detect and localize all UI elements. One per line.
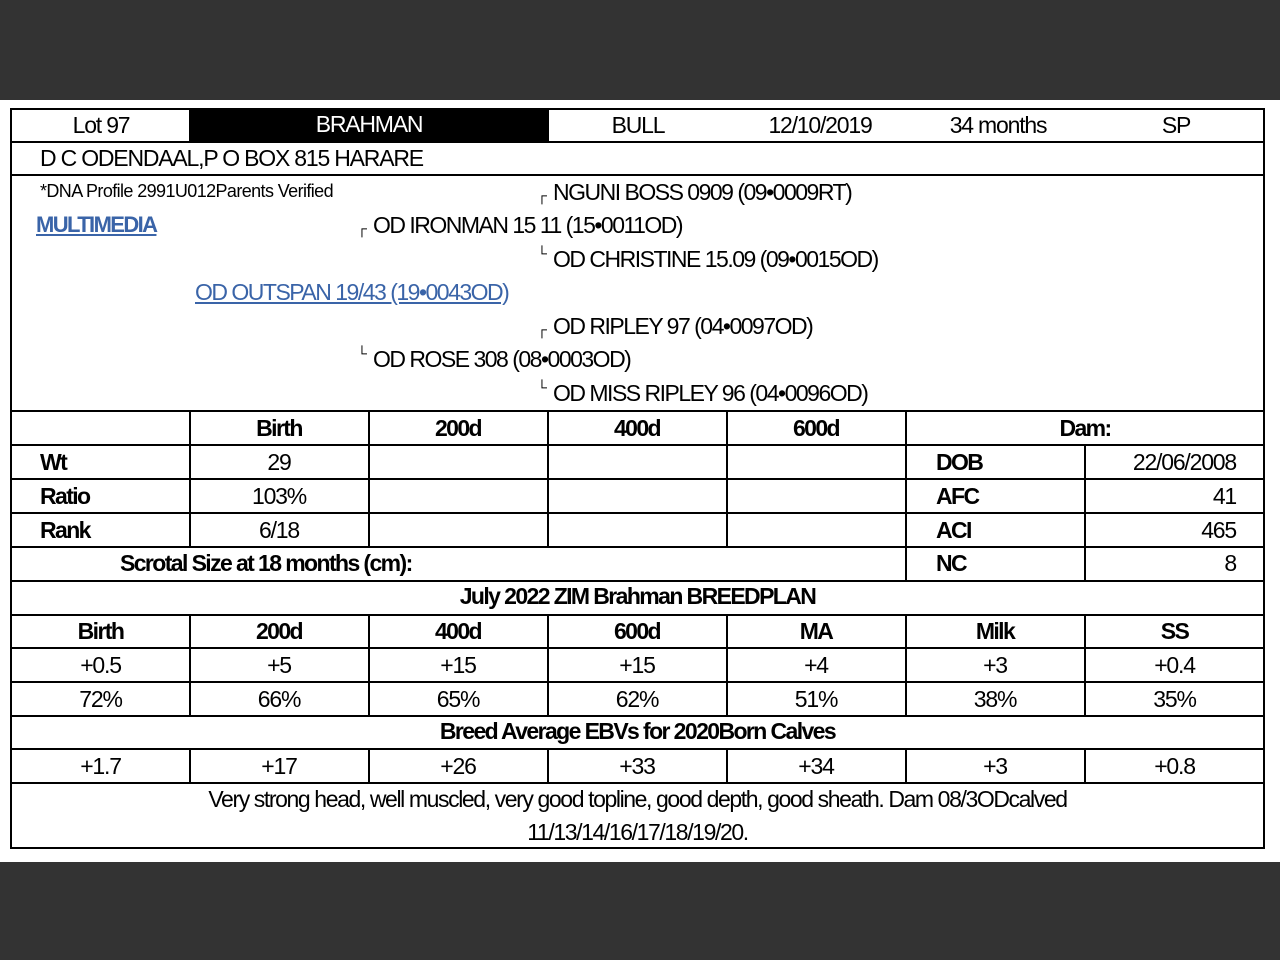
divider (10, 580, 1265, 582)
multimedia-link[interactable]: MULTIMEDIA (36, 212, 157, 237)
divider (189, 108, 191, 142)
divider (547, 108, 549, 142)
ebv-accuracy: 35% (1153, 686, 1196, 712)
divider (10, 715, 1265, 717)
animal-name-link[interactable]: OD OUTSPAN 19/43 (19•0043OD) (195, 279, 509, 305)
weights-header: 400d (613, 415, 661, 441)
birth-date: 12/10/2019 (768, 112, 872, 138)
dam-row-label: ACI (936, 517, 971, 543)
comment-line-2: 11/13/14/16/17/18/19/20. (527, 819, 748, 845)
divider (10, 681, 1265, 683)
dam-row-value: 41 (1212, 483, 1236, 509)
ebv-accuracy: 65% (436, 686, 480, 712)
breed-average-value: +34 (798, 753, 834, 779)
dam-row-label: AFC (936, 483, 979, 509)
row-label: Wt (40, 449, 67, 475)
divider (10, 512, 1265, 514)
breed-average-value: +33 (619, 753, 655, 779)
ebv-value: +4 (804, 652, 828, 678)
divider (10, 546, 1265, 548)
divider (10, 614, 1265, 616)
sire-dam: OD CHRISTINE 15.09 (09•0015OD) (553, 246, 878, 272)
breed-average-value: +3 (983, 753, 1007, 779)
lot-card (0, 100, 1280, 862)
dam-row-value: 465 (1201, 517, 1236, 543)
pedigree-bracket-icon: └ (537, 379, 547, 395)
pedigree-bracket-icon: ┌ (357, 220, 367, 236)
age: 34 months (949, 112, 1047, 138)
breed-average-value: +0.8 (1154, 753, 1195, 779)
breeder-address: D C ODENDAAL,P O BOX 815 HARARE (40, 145, 423, 171)
ebv-accuracy: 38% (973, 686, 1017, 712)
ebv-accuracy: 62% (615, 686, 659, 712)
divider (10, 141, 1265, 143)
dna-profile: *DNA Profile 2991U012Parents Verified (40, 181, 333, 201)
lot-number: Lot 97 (72, 112, 130, 138)
divider (10, 782, 1265, 784)
weights-header: 200d (434, 415, 482, 441)
breed-average-value: +17 (261, 753, 297, 779)
weights-header: Birth (256, 415, 302, 441)
pedigree-bracket-icon: └ (357, 345, 367, 361)
dam-dam: OD MISS RIPLEY 96 (04•0096OD) (553, 380, 868, 406)
ebv-value: +0.5 (80, 652, 121, 678)
scrotal-size-label: Scrotal Size at 18 months (cm): (120, 550, 412, 576)
breedplan-title: July 2022 ZIM Brahman BREEDPLAN (459, 583, 816, 609)
ebv-header: Milk (975, 618, 1015, 644)
dam-row-label: NC (936, 550, 967, 576)
table-cell: 29 (267, 449, 291, 475)
ebv-value: +3 (983, 652, 1007, 678)
ebv-accuracy: 66% (257, 686, 301, 712)
divider (10, 478, 1265, 480)
sire: OD IRONMAN 15 11 (15•0011OD) (373, 212, 683, 238)
comment-line-1: Very strong head, well muscled, very good topline, good depth, good sheath. Dam 08/3ODcalved (208, 786, 1067, 812)
dam-header: Dam: (1059, 415, 1111, 441)
ebv-accuracy: 72% (79, 686, 122, 712)
divider (10, 647, 1265, 649)
divider (10, 174, 1265, 176)
sex: BULL (611, 112, 665, 138)
ebv-header: SS (1160, 618, 1189, 644)
ebv-header: 600d (613, 618, 661, 644)
dam-row-label: DOB (936, 449, 983, 475)
ebv-value: +15 (440, 652, 476, 678)
breed-average-value: +26 (440, 753, 476, 779)
ebv-value: +15 (619, 652, 655, 678)
row-label: Ratio (40, 483, 90, 509)
divider (10, 444, 1265, 446)
dam-row-value: 8 (1224, 550, 1236, 576)
pedigree-bracket-icon: └ (537, 245, 547, 261)
ebv-value: +0.4 (1154, 652, 1195, 678)
dam-row-value: 22/06/2008 (1132, 449, 1236, 475)
breed-average-value: +1.7 (80, 753, 121, 779)
breed-name: BRAHMAN (315, 111, 423, 137)
ebv-header: Birth (77, 618, 124, 644)
pedigree-bracket-icon: ┌ (537, 321, 547, 337)
divider (10, 748, 1265, 750)
breed-average-title: Breed Average EBVs for 2020Born Calves (439, 718, 836, 744)
ebv-header: MA (799, 618, 833, 644)
sire-sire: NGUNI BOSS 0909 (09•0009RT) (553, 179, 852, 205)
ebv-value: +5 (267, 652, 291, 678)
ebv-header: 200d (255, 618, 303, 644)
dam-sire: OD RIPLEY 97 (04•0097OD) (553, 313, 813, 339)
dam: OD ROSE 308 (08•0003OD) (373, 346, 631, 372)
divider (10, 410, 1265, 412)
ebv-accuracy: 51% (794, 686, 838, 712)
weights-header: 600d (792, 415, 840, 441)
table-cell: 6/18 (259, 517, 299, 543)
pedigree-bracket-icon: ┌ (537, 187, 547, 203)
table-cell: 103% (251, 483, 307, 509)
ebv-header: 400d (434, 618, 482, 644)
row-label: Rank (40, 517, 90, 543)
category-code: SP (1161, 112, 1191, 138)
